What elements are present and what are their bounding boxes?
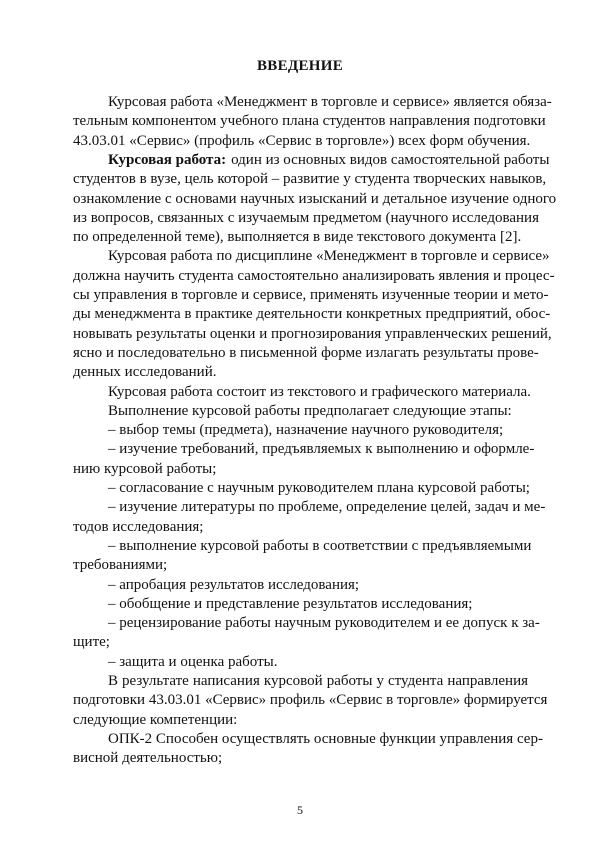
list-item: – изучение литературы по проблеме, определение целей, задач и ме-	[108, 499, 546, 516]
paragraph-line: Курсовая работа «Менеджмент в торговле и сервисе» является обяза-	[108, 94, 552, 110]
paragraph-line: Курсовая работа по дисциплине «Менеджмент в торговле и сервисе»	[108, 248, 550, 265]
paragraph-line: новывать результаты оценки и прогнозирования управленческих решений,	[73, 325, 552, 342]
list-item: – апробация результатов исследования;	[108, 576, 360, 593]
list-item: – выполнение курсовой работы в соответствии с предъявляемыми	[108, 537, 532, 554]
paragraph-line: ды менеджмента в практике деятельности конкретных предприятий, обос-	[73, 306, 551, 323]
paragraph-line: ясно и последовательно в письменной форме излагать результаты прове-	[73, 344, 539, 361]
list-item: – изучение требований, предъявляемых к выполнению и оформле-	[108, 441, 535, 458]
paragraph-line: 43.03.01 «Сервис» (профиль «Сервис в торговле») всех форм обучения.	[73, 132, 531, 149]
paragraph-line: сы управления в торговле и сервисе, применять изученные теории и мето-	[73, 287, 549, 303]
list-item: – обобщение и представление результатов исследования;	[108, 595, 473, 612]
paragraph-line: Выполнение курсовой работы предполагает следующие этапы:	[108, 402, 512, 419]
paragraph-line: ОПК-2 Способен осуществлять основные функции управления сер-	[108, 730, 543, 747]
page-title: ВВЕДЕНИЕ	[256, 58, 344, 74]
list-item-continuation: тодов исследования;	[73, 518, 204, 535]
paragraph-line: должна научить студента самостоятельно анализировать явления и процес-	[73, 267, 555, 284]
list-item: – выбор темы (предмета), назначение научного руководителя;	[108, 422, 504, 439]
paragraph-line: подготовки 43.03.01 «Сервис» профиль «Сервис в торговле» формируется	[73, 692, 548, 709]
paragraph-line: В результате написания курсовой работы у студента направления	[108, 673, 528, 689]
list-item: – согласование с научным руководителем плана курсовой работы;	[108, 480, 530, 496]
list-item-continuation: щите;	[73, 634, 110, 651]
paragraph-line: висной деятельностью;	[73, 750, 223, 767]
list-item: – защита и оценка работы.	[108, 653, 278, 670]
list-item-continuation: требованиями;	[73, 557, 168, 574]
paragraph-line: Курсовая работа состоит из текстового и графического материала.	[108, 383, 531, 400]
list-item-continuation: нию курсовой работы;	[73, 460, 217, 477]
paragraph-text: один из основных видов самостоятельной работы	[231, 151, 550, 168]
paragraph-line: тельным компонентом учебного плана студентов направления подготовки	[73, 113, 546, 130]
paragraph-line: студентов в вузе, цель которой – развитие у студента творческих навыков,	[73, 171, 547, 188]
paragraph-line: из вопросов, связанных с изучаемым предметом (научного исследования	[73, 209, 539, 226]
paragraph-line: ознакомление с основами научных изысканий и детальное изучение одного	[73, 190, 557, 207]
paragraph-line: по определенной теме), выполняется в виде текстового документа [2].	[73, 229, 522, 246]
paragraph-line: денных исследований.	[73, 364, 217, 381]
bold-term: Курсовая работа:	[108, 151, 227, 168]
paragraph-line: следующие компетенции:	[73, 711, 238, 728]
list-item: – рецензирование работы научным руководителем и ее допуск к за-	[108, 615, 540, 632]
page-number: 5	[297, 803, 303, 817]
paragraph-line-bold-lead	[108, 150, 550, 170]
